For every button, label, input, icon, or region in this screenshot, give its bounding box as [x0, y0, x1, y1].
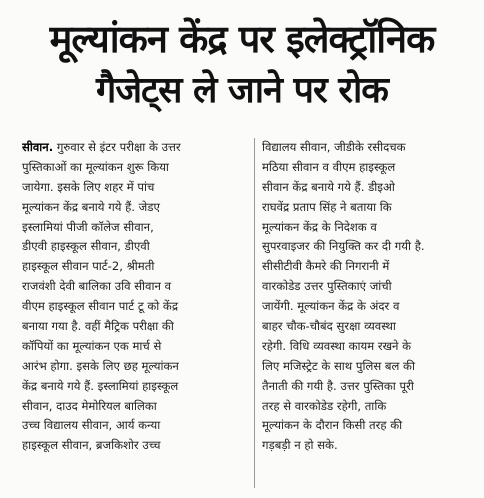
headline-line-1: मूल्यांकन केंद्र पर इलेक्ट्रॉनिक [49, 17, 435, 61]
article-line: राजवंशी देवी बालिका उवि सीवान व [22, 279, 172, 294]
dateline: सीवान. [22, 140, 54, 154]
article-line: कॉपियों का मूल्यांकन एक मार्च से [22, 338, 162, 353]
article-line: सीवान, दाउद मेमोरियल बालिका [22, 398, 157, 413]
article-line: वीएम हाइस्कूल सीवान पार्ट टू को केंद्र [22, 299, 178, 314]
article-line: पुस्तिकाओं का मूल्यांकन शुरू किया [22, 159, 169, 174]
column-divider [254, 138, 255, 488]
article-line: मूल्यांकन केंद्र बनाये गये हैं. जेडए [22, 199, 160, 214]
article-line: उच्च विद्यालय सीवान, आर्य कन्या [22, 418, 161, 433]
article-line: आरंभ होगा. इसके लिए छह मूल्यांकन [22, 358, 179, 373]
article-line: सीवान केंद्र बनाये गये हैं. डीइओ [262, 179, 395, 194]
article-line: राघवेंद्र प्रताप सिंह ने बताया कि [262, 199, 392, 214]
headline-line-2: गैजेट्स ले जाने पर रोक [96, 70, 388, 111]
article-line: हाइस्कूल सीवान पार्ट-2, श्रीमती [22, 259, 155, 274]
article-line [22, 138, 246, 158]
article-line: वारकोडेड उत्तर पुस्तिकाएं जांची [262, 279, 392, 294]
article-line: बनाया गया है. वहीं मैट्रिक परीक्षा की [22, 319, 174, 334]
article-line: डीएवी हाइस्कूल सीवान, डीएवी [22, 239, 150, 254]
article-line: लिए मजिस्ट्रेट के साथ पुलिस बल की [262, 358, 415, 373]
article-line: मूल्यांकन केंद्र के निदेशक व [262, 219, 377, 234]
article-line: केंद्र बनाये गये हैं. इस्लामियां हाइस्कूल [22, 378, 179, 393]
article-line: हाइस्कूल सीवान, ब्रजकिशोर उच्च [22, 438, 161, 453]
article-line: तैनाती की गयी है. उत्तर पुस्तिका पूरी [262, 378, 414, 393]
article-line: विद्यालय सीवान, जीडीके रसीदचक [262, 140, 406, 154]
article-line: तरह से वारकोडेड रहेगी, ताकि [262, 398, 387, 413]
article-column-right [262, 138, 476, 456]
article-line: सीसीटीवी कैमरे की निगरानी में [262, 259, 390, 274]
article-line: जायेगा. इसके लिए शहर में पांच [22, 179, 155, 194]
article-line: रहेगी. विधि व्यवस्था कायम रखने के [262, 338, 412, 353]
article-line: मठिया सीवान व वीएम हाइस्कूल [262, 159, 396, 174]
article-line: इस्लामियां पीजी कॉलेज सीवान, [22, 219, 154, 234]
article-line-text: गुरुवार से इंटर परीक्षा के उत्तर [53, 140, 181, 154]
article-line: सुपरवाइजर की नियुक्ति कर दी गयी है. [262, 239, 425, 254]
article-line: गड़बड़ी न हो सके. [262, 438, 338, 453]
article-line: बाहर चौक-चौबंद सुरक्षा व्यवस्था [262, 319, 396, 334]
article-line: मूल्यांकन के दौरान किसी तरह की [262, 418, 403, 433]
article-column-left [22, 138, 246, 456]
article-line: जायेंगी. मूल्यांकन केंद्र के अंदर व [262, 299, 400, 314]
